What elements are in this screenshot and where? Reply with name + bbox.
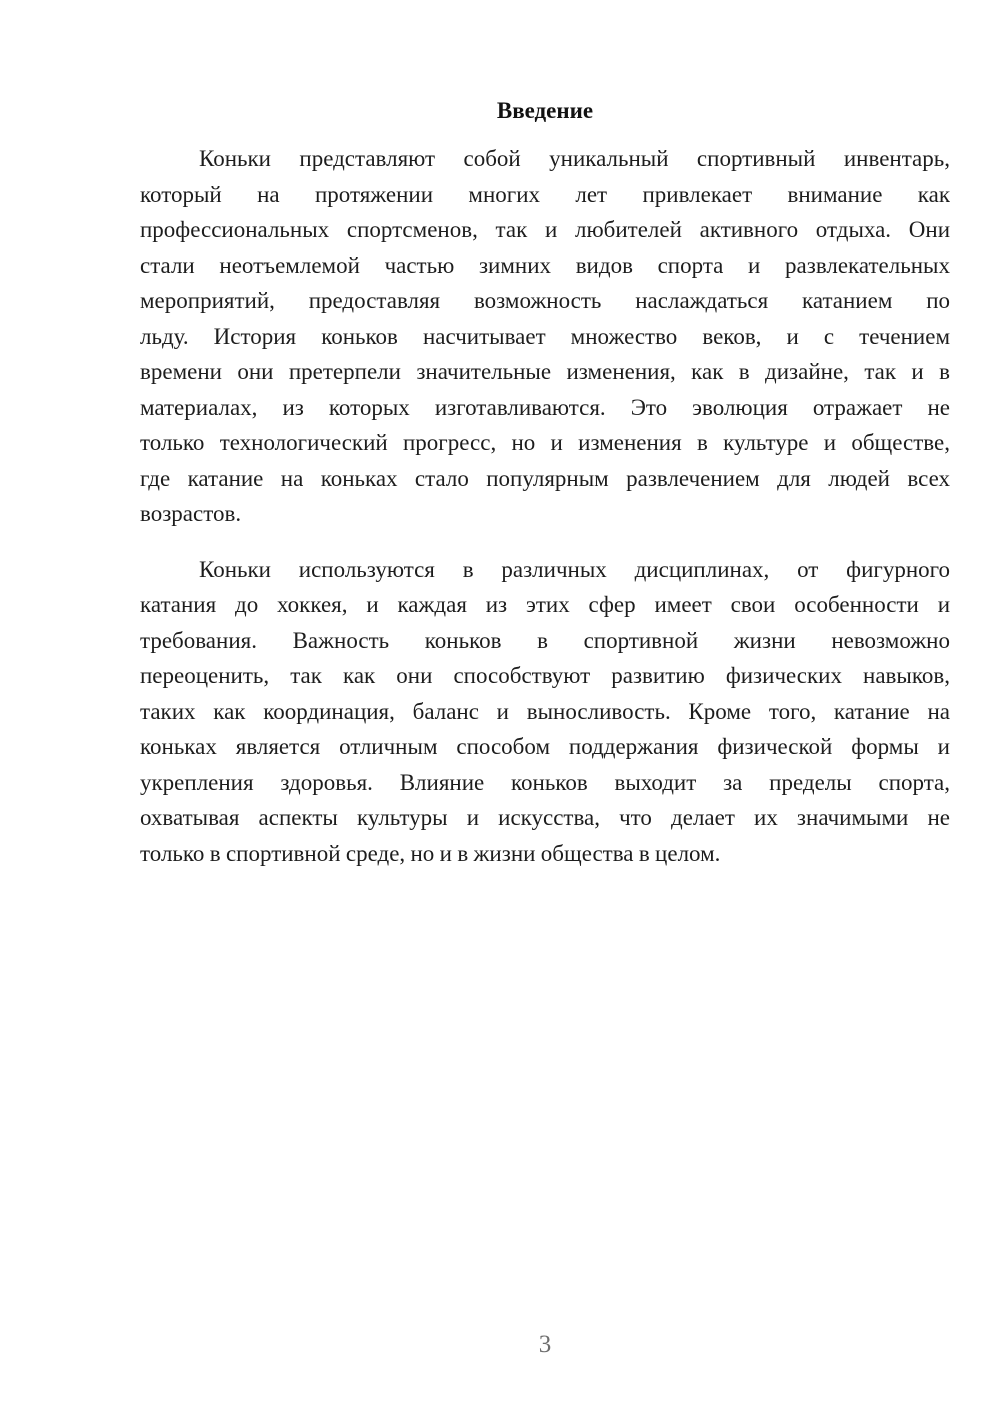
text-line: профессиональных спортсменов, так и любителей активного отдыха. Они [140, 217, 950, 242]
text-line: таких как координация, баланс и выносливость. Кроме того, катание на [140, 698, 950, 724]
page-title: Введение [496, 98, 594, 123]
page-content [140, 93, 950, 871]
text-line: возрастов. [140, 501, 242, 526]
text-line: льду. История коньков насчитывает множество веков, и с течением [140, 323, 950, 349]
text-line: переоценить, так как они способствуют развитию физических навыков, [140, 663, 950, 688]
text-line: где катание на коньках стало популярным развлечением для людей всех [140, 465, 950, 491]
text-line: Коньки представляют собой уникальный спортивный инвентарь, [199, 146, 950, 171]
paragraph-intro-2 [140, 552, 950, 872]
text-line: который на протяжении многих лет привлекает внимание как [140, 181, 950, 207]
text-line: стали неотъемлемой частью зимних видов спорта и развлекательных [140, 252, 950, 278]
text-line: укрепления здоровья. Влияние коньков выходит за пределы спорта, [140, 769, 950, 795]
page-number: 3 [538, 1331, 552, 1358]
text-line: коньках является отличным способом поддержания физической формы и [140, 734, 950, 759]
text-line: мероприятий, предоставляя возможность наслаждаться катанием по [140, 288, 950, 313]
text-line: охватывая аспекты культуры и искусства, что делает их значимыми не [140, 805, 950, 830]
text-line: Коньки используются в различных дисциплинах, от фигурного [199, 556, 950, 582]
text-line: только технологический прогресс, но и изменения в культуре и обществе, [140, 430, 950, 455]
paragraph-intro-1 [140, 141, 950, 532]
text-line: катания до хоккея, и каждая из этих сфер имеет свои особенности и [140, 592, 950, 617]
text-line: требования. Важность коньков в спортивной жизни невозможно [140, 627, 950, 653]
text-line: только в спортивной среде, но и в жизни общества в целом. [140, 840, 721, 866]
text-line: материалах, из которых изготавливаются. Это эволюция отражает не [140, 394, 950, 420]
text-line: времени они претерпели значительные изменения, как в дизайне, так и в [140, 359, 950, 384]
